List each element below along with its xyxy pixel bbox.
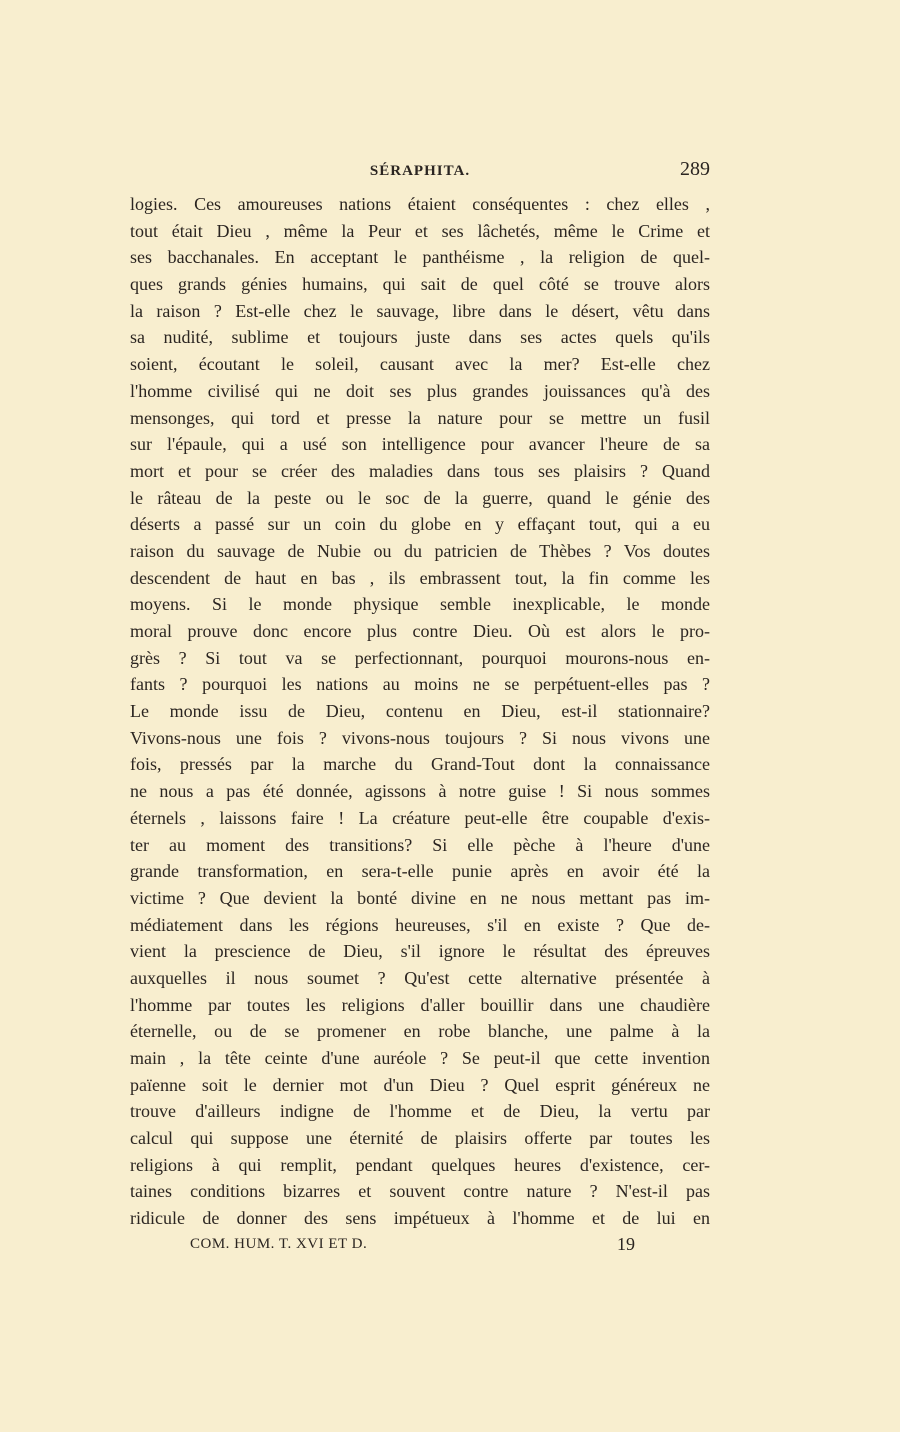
printer-signature: COM. HUM. T. XVI ET D. (190, 1236, 368, 1252)
text-line: médiatement dans les régions heureuses, s'il en existe ? Que de- (130, 914, 710, 935)
page-number: 289 (680, 158, 710, 180)
text-line: calcul qui suppose une éternité de plaisirs offerte par toutes les (130, 1128, 710, 1149)
text-line: raison du sauvage de Nubie ou du patricien de Thèbes ? Vos doutes (130, 540, 710, 561)
text-line: ne nous a pas été donnée, agissons à notre guise ! Si nous sommes (130, 781, 710, 802)
text-line: tout était Dieu , même la Peur et ses lâchetés, même le Crime et (130, 220, 710, 241)
text-line: Le monde issu de Dieu, contenu en Dieu, est-il stationnaire? (130, 701, 710, 722)
body-text (130, 191, 710, 1232)
text-line: logies. Ces amoureuses nations étaient conséquentes : chez elles , (130, 194, 710, 214)
text-line: éternelle, ou de se promener en robe blanche, une palme à la (130, 1021, 710, 1042)
text-line: le râteau de la peste ou le soc de la guerre, quand le génie des (130, 487, 710, 508)
text-line: main , la tête ceinte d'une auréole ? Se peut-il que cette invention (130, 1048, 710, 1068)
text-line: moyens. Si le monde physique semble inexplicable, le monde (130, 594, 710, 615)
text-line: descendent de haut en bas , ils embrassent tout, la fin comme les (130, 567, 710, 588)
text-line: victime ? Que devient la bonté divine en ne nous mettant pas im- (130, 887, 710, 908)
text-line: fants ? pourquoi les nations au moins ne se perpétuent-elles pas ? (130, 674, 710, 695)
text-line: la raison ? Est-elle chez le sauvage, libre dans le désert, vêtu dans (130, 300, 710, 321)
text-line: l'homme civilisé qui ne doit ses plus grandes jouissances qu'à des (130, 380, 710, 401)
text-line: déserts a passé sur un coin du globe en y effaçant tout, qui a eu (130, 514, 710, 535)
text-line: ses bacchanales. En acceptant le panthéisme , la religion de quel- (130, 247, 710, 268)
text-line: ques grands génies humains, qui sait de quel côté se trouve alors (130, 274, 710, 295)
text-line: l'homme par toutes les religions d'aller bouillir dans une chaudière (130, 994, 710, 1015)
text-line: ridicule de donner des sens impétueux à l'homme et de lui en (130, 1208, 710, 1229)
text-line: ter au moment des transitions? Si elle pèche à l'heure d'une (130, 834, 710, 855)
text-line: vient la prescience de Dieu, s'il ignore le résultat des épreuves (130, 941, 710, 962)
text-line: auxquelles il nous soumet ? Qu'est cette alternative présentée à (130, 967, 710, 988)
text-line: sur l'épaule, qui a usé son intelligence pour avancer l'heure de sa (130, 434, 710, 455)
sheet-number: 19 (617, 1234, 635, 1254)
text-line: fois, pressés par la marche du Grand-Tout dont la connaissance (130, 754, 710, 775)
text-line: Vivons-nous une fois ? vivons-nous toujours ? Si nous vivons une (130, 727, 710, 748)
text-line: taines conditions bizarres et souvent contre nature ? N'est-il pas (130, 1181, 710, 1202)
text-line: païenne soit le dernier mot d'un Dieu ? Quel esprit généreux ne (130, 1074, 710, 1095)
text-line: grande transformation, en sera-t-elle punie après en avoir été la (130, 861, 710, 882)
text-line: éternels , laissons faire ! La créature peut-elle être coupable d'exis- (130, 807, 710, 828)
text-line: soient, écoutant le soleil, causant avec la mer? Est-elle chez (130, 354, 710, 375)
text-line: sa nudité, sublime et toujours juste dans ses actes quels qu'ils (130, 327, 710, 348)
running-title: SÉRAPHITA. (369, 163, 471, 179)
text-line: trouve d'ailleurs indigne de l'homme et de Dieu, la vertu par (130, 1101, 710, 1122)
page-header (130, 158, 710, 186)
text-line: religions à qui remplit, pendant quelques heures d'existence, cer- (130, 1154, 710, 1175)
text-line: mort et pour se créer des maladies dans tous ses plaisirs ? Quand (130, 460, 710, 481)
text-line: moral prouve donc encore plus contre Dieu. Où est alors le pro- (130, 621, 710, 641)
text-line: grès ? Si tout va se perfectionnant, pourquoi mourons-nous en- (130, 647, 710, 668)
text-line: mensonges, qui tord et presse la nature pour se mettre un fusil (130, 407, 710, 428)
